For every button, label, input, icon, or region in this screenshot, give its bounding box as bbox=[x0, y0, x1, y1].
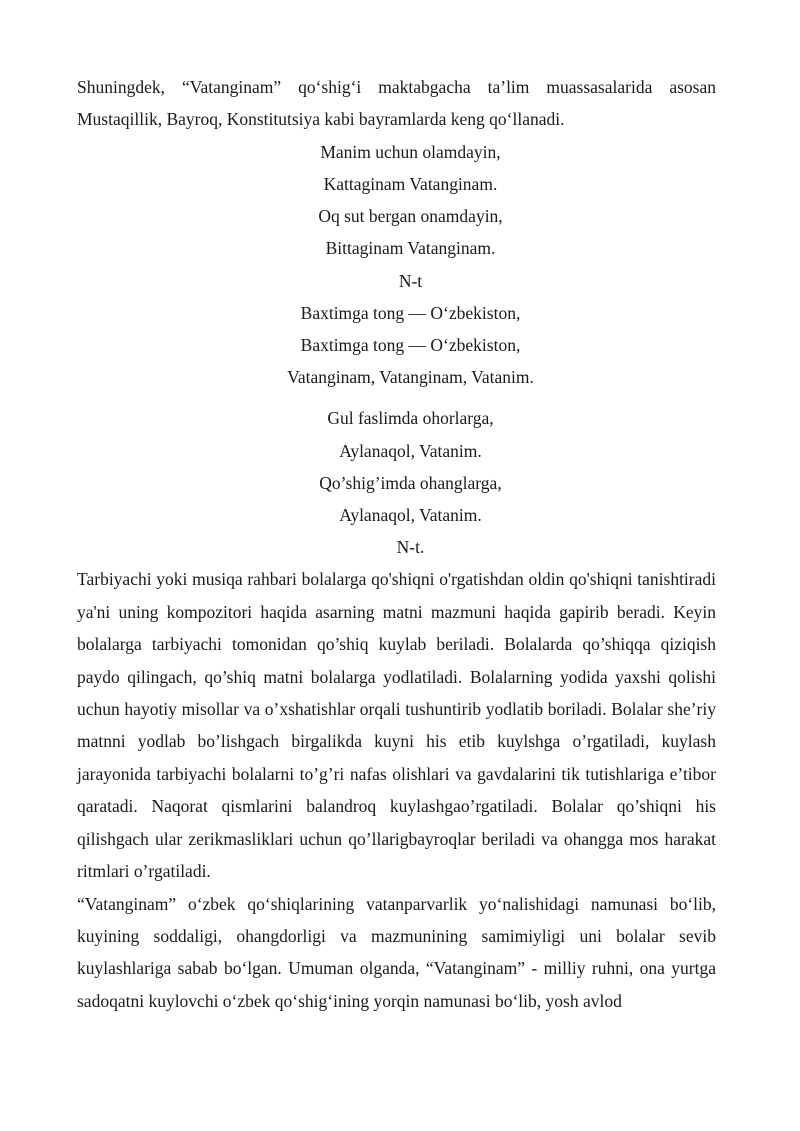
poem-line: Qo’shig’imda ohanglarga, bbox=[319, 472, 502, 493]
refrain-marker: N-t bbox=[398, 270, 423, 291]
poem-line: Baxtimga tong — O‘zbekiston, bbox=[300, 302, 521, 323]
refrain-marker: N-t. bbox=[396, 537, 425, 558]
poem-stanza-1 bbox=[77, 136, 716, 394]
poem-line: Kattaginam Vatanginam. bbox=[323, 174, 498, 195]
body-paragraph-2: “Vatanginam” o‘zbek qo‘shiqlarining vatanparvarlik yo‘nalishidagi namunasi bo‘lib, kuyining soddaligi, ohangdorligi va mazmunining samimiyligi uni bolalar sevib kuylashlariga sabab bo‘lgan. Umuman olganda, “Vatanginam” - milliy ruhni, ona yurtga sadoqatni kuylovchi o‘zbek qo‘shig‘ining yorqin namunasi bo‘lib, yosh avlod bbox=[77, 893, 716, 1011]
poem-line: Aylanaqol, Vatanim. bbox=[339, 505, 482, 526]
poem-stanza-2 bbox=[77, 402, 716, 563]
poem-line: Gul faslimda ohorlarga, bbox=[327, 408, 494, 429]
poem-line: Oq sut bergan onamdayin, bbox=[318, 206, 503, 227]
body-paragraph-1: Tarbiyachi yoki musiqa rahbari bolalarga qo'shiqni o'rgatishdan oldin qo'shiqni tanishtiradi ya'ni uning kompozitori haqida asarning matni mazmuni haqida gapirib beradi. Keyin bolalarga tarbiyachi tomonidan qo’shiq kuylab beriladi. Bolalarda qo’shiqqa qiziqish paydo qilingach, qo’shiq matni bolalarga yodlatiladi. Bolalarning yodida yaxshi qolishi uchun hayotiy misollar va o’xshatishlar orqali tushuntirib yodlatib boriladi. Bolalar she’riy matnni yodlab bo’lishgach birgalikda kuyni his etib kuylshga o’rgatiladi, kuylash jarayonida tarbiyachi bolalarni to’g’ri nafas olishlari va gavdalarini tik tutishlariga e’tibor qaratadi. Naqorat qismlarini balandroq kuylashgao’rgatiladi. Bolalar qo’shiqni his qilishgach ular zerikmasliklari uchun qo’llarigbayroqlar beriladi va ohangga mos harakat ritmlari o’rgatiladi. bbox=[77, 569, 716, 882]
poem-line: Bittaginam Vatanginam. bbox=[325, 238, 496, 259]
poem-line: Vatanginam, Vatanginam, Vatanim. bbox=[287, 367, 534, 388]
poem-line: Aylanaqol, Vatanim. bbox=[339, 440, 482, 461]
poem-line: Manim uchun olamdayin, bbox=[320, 141, 501, 162]
poem-line: Baxtimga tong — O‘zbekiston, bbox=[300, 335, 521, 356]
intro-paragraph: Shuningdek, “Vatanginam” qo‘shig‘i maktabgacha ta’lim muassasalarida asosan Mustaqillik, Bayroq, Konstitutsiya kabi bayramlarda keng qo‘llanadi. bbox=[77, 77, 716, 130]
